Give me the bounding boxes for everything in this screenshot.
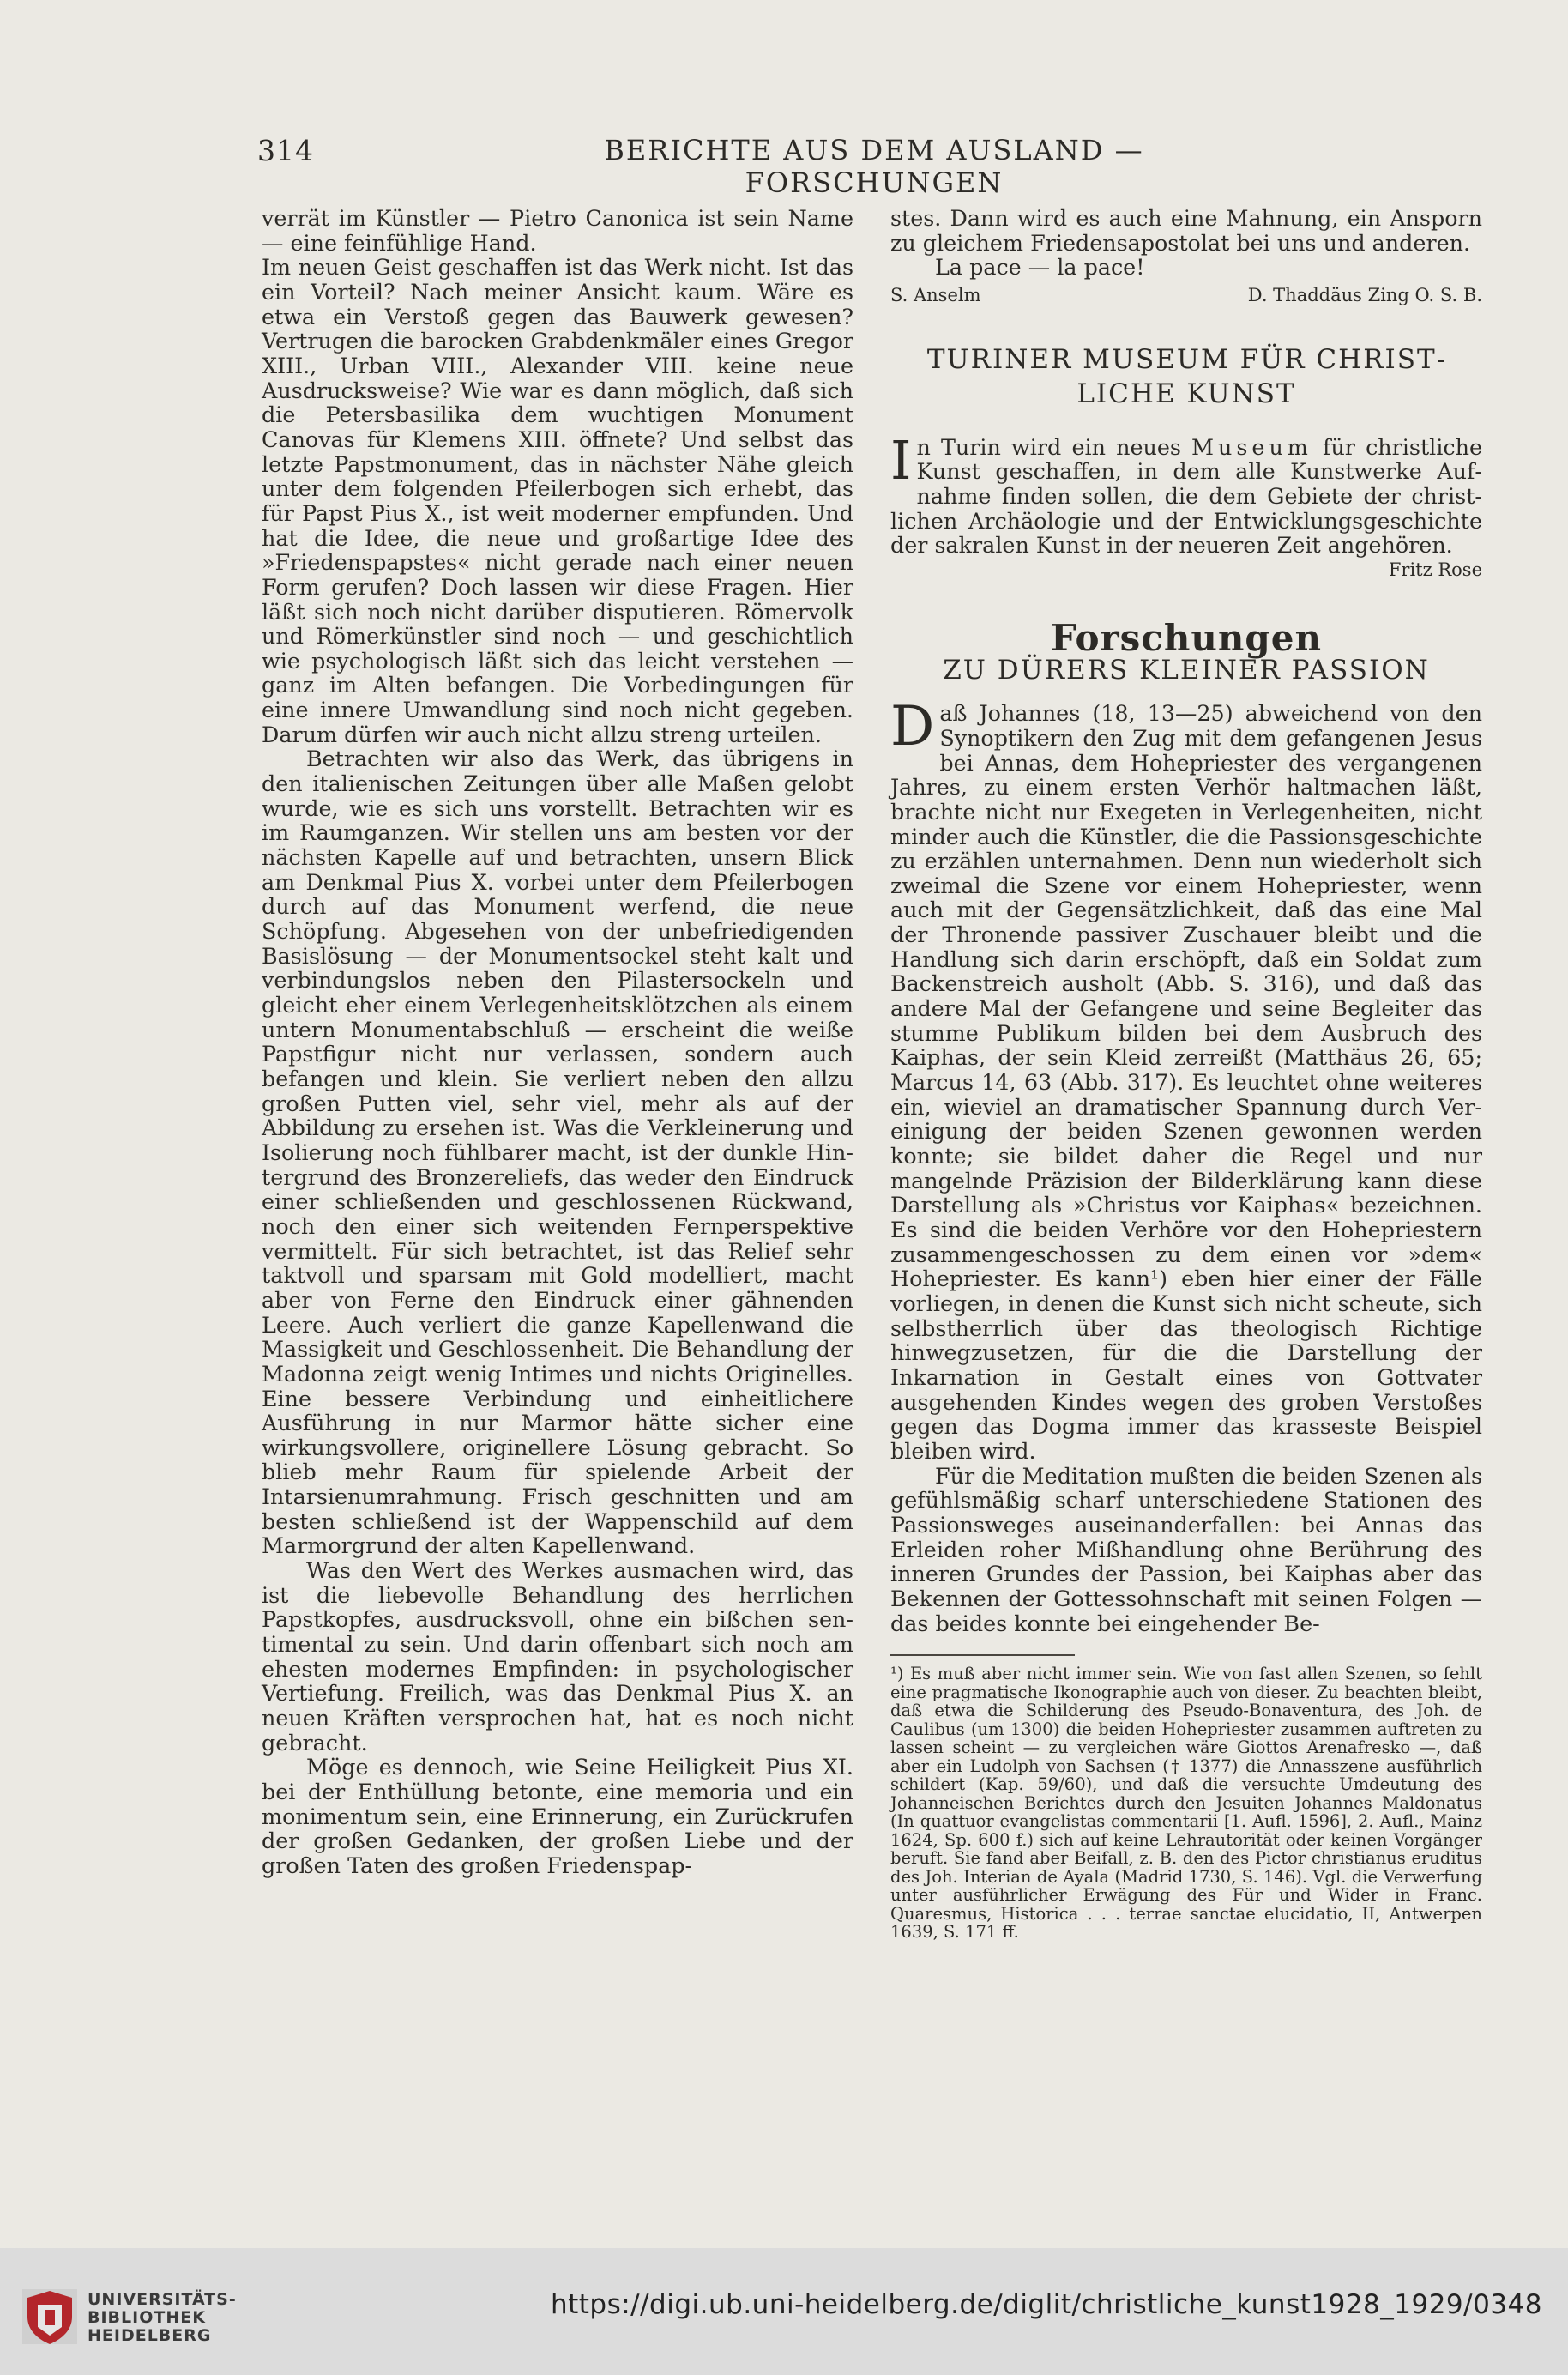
left-paragraph-2: Im neuen Geist geschaffen ist das Werk nicht. Ist das ein Vorteil? Nach meiner Ansicht kaum. Wäre es etwa ein Verstoß gegen das Bauwerk gewesen? Vertrugen die barocken Grabdenkmäler eines Gregor XIII., Urban VIII., Alexander VIII. keine neue Ausdrucksweise? Wie war es dann möglich, daß sich die Petersbasilika dem wuchtigen Monument Canovas für Klemens XIII. öffnete? Und selbst das letzte Papstmonument, das in nächster Nähe gleich unter dem folgenden Pfeilerbogen sich erhebt, das für Papst Pius X., ist weit moderner empfunden. Und hat die Idee, die neue und großartige Idee des »Friedenspapstes« nicht gerade nach einer neuen Form gerufen? Doch lassen wir diese Fragen. Hier läßt sich noch nicht darüber disputieren. Römervolk und Römerkünstler sind noch — und geschichtlich wie psychologisch läßt sich das leicht verstehen — ganz im Alten befangen. Die Vorbedingungen für eine innere Umwandlung sind noch nicht gegeben. Darum dürfen wir auch nicht allzu streng urteilen. [262, 254, 853, 747]
passion-text-1: aß Johannes (18, 13—25) abweichend von den Synoptikern den Zug mit dem gefangenen Jesus bei Annas, dem Hohepriester des vergangenen Jahres, zu einem ersten Verhör haltmachen läßt, brachte nicht nur Exegeten in Verlegenheiten, nicht minder auch die Künstler, die die Passionsgeschichte zu erzählen unternahmen. Denn nun wiederholt sich zweimal die Szene vor einem Hohepriester, wenn auch mit der Gegensätzlichkeit, daß das eine Mal der Thronende passiver Zuschauer bleibt und die Handlung sich darin erschöpft, daß ein Soldat zum Backenstreich ausholt (Abb. S. 316), und daß das andere Mal der Gefangene und seine Begleiter das stumme Publikum bilden bei dem Ausbruch des Kaiphas, der sein Kleid zerreißt (Matthäus 26, 65; Marcus 14, 63 (Abb. 317). Es leuchtet ohne weiteres ein, wieviel an dramatischer Spannung durch Vereinigung der beiden Szenen gewonnen werden konnte; sie bildet daher die Regel und nur mangelnde Präzision der Bilderklärung kann diese Darstellung als »Christus vor Kaiphas« bezeichnen. Es sind die beiden Verhöre vor den Hohepriestern zusammengeschossen zu dem einen vor »dem« Hohepriester. Es kann¹) eben hier einer der Fälle vorliegen, in denen die Kunst sich nicht scheute, sich selbstherrlich über das theologisch Richtige hinwegzusetzen, für die die Darstellung der Inkarnation in Gestalt eines von Gottvater ausgehenden Kindes wegen des groben Verstoßes gegen das Dogma immer das krasseste Beispiel bleiben wird. [890, 700, 1482, 1464]
university-seal-icon [19, 2286, 81, 2348]
museum-author: Fritz Rose [1388, 559, 1482, 580]
passion-paragraph-1 [890, 695, 1482, 1464]
museum-paragraph [890, 428, 1482, 559]
right-column [890, 206, 1482, 1942]
footnote-rule [890, 1654, 1075, 1656]
signature-name: D. Thaddäus Zing O. S. B. [1247, 284, 1482, 305]
logo-line-3: HEIDELBERG [87, 2326, 212, 2345]
left-column [262, 206, 853, 1878]
library-logo-text [87, 2291, 237, 2345]
page-header [257, 134, 1276, 199]
museum-spaced-word: Museum [1191, 433, 1312, 460]
subsection-title: ZU DÜRERS KLEINER PASSION [943, 654, 1430, 686]
library-footer [0, 2248, 1568, 2375]
passion-paragraph-2: Für die Meditation mußten die beiden Szenen als gefühlsmäßig scharf unterschiedene Stationen des Passionsweges auseinanderfallen: bei Annas das Erleiden roher Mißhandlung ohne Berührung des inneren Grundes der Passion, bei Kaiphas aber das Bekennen der Gottessohnschaft mit seinen Folgen — das beides konnte bei eingehender Be- [890, 1462, 1482, 1636]
logo-line-2: BIBLIOTHEK [87, 2308, 206, 2327]
section-title: Forschungen [1050, 616, 1323, 659]
museum-text-after: für christliche Kunst geschaffen, in dem alle Kunstwerke Aufnahme finden sollen, die dem Gebiete der christlichen Archäologie und der Entwicklungsgeschichte der sakralen Kunst in der neueren Zeit angehören. [890, 433, 1482, 559]
signature-place: S. Anselm [890, 284, 981, 305]
permalink-url[interactable]: https://digi.ub.uni-heidelberg.de/diglit/christliche_kunst1928_1929/0348 [550, 2289, 1542, 2320]
museum-heading: TURINER MUSEUM FÜR CHRISTLICHE KUNST [926, 343, 1446, 409]
left-paragraph-3: Betrachten wir also das Werk, das übrigens in den italienischen Zeitungen über alle Maßen gelobt wurde, wie es sich uns vorstellt. Betrachten wir es im Raumganzen. Wir stellen uns am besten vor der nächsten Kapelle auf und betrachten, unsern Blick am Denkmal Pius X. vorbei unter dem Pfeilerbogen durch auf das Monument werfend, die neue Schöpfung. Abgesehen von der unbefriedigenden Basislösung — der Monumentsockel steht kalt und verbindungslos neben den Pilastersockeln und gleicht eher einem Verlegenheitsklötzchen als einem untern Monumentabschluß — erscheint die weiße Papstfigur nicht nur verlassen, sondern auch befangen und klein. Sie verliert neben den allzu großen Putten viel, sehr viel, mehr als auf der Abbildung zu ersehen ist. Was die Verkleinerung und Isolierung noch fühlbarer macht, ist der dunkle Hintergrund des Bronzereliefs, das weder den Eindruck einer schließenden und geschlossenen Rückwand, noch den einer sich weitenden Fernperspektive vermittelt. Für sich betrachtet, ist das Relief sehr taktvoll und sparsam mit Gold modelliert, macht aber von Ferne den Eindruck einer gähnenden Leere. Auch verliert die ganze Kapellenwand die Massigkeit und Geschlossenheit. Die Behandlung der Madonna zeigt wenig Intimes und nichts Originelles. Eine bessere Verbindung und einheitlichere Ausführung in nur Marmor hätte sicher eine wirkungsvollere, originellere Lösung gebracht. So blieb mehr Raum für spielende Arbeit der Intarsienumrahmung. Frisch geschnitten und am besten schließend ist der Wappenschild auf dem Marmorgrund der alten Kapellenwand. [262, 746, 853, 1559]
museum-text-before: n Turin wird ein neues [916, 433, 1181, 460]
right-continuation: stes. Dann wird es auch eine Mahnung, ein Ansporn zu gleichem Friedensapostolat bei uns und anderen. [890, 205, 1482, 256]
running-title: BERICHTE AUS DEM AUSLAND — FORSCHUNGEN [604, 134, 1144, 199]
left-paragraph-1: verrät im Künstler — Pietro Canonica ist sein Name — eine feinfühlige Hand. [262, 205, 853, 256]
closing-line: La pace — la pace! [935, 254, 1145, 281]
passion-dropcap: D [890, 695, 935, 759]
page-number: 314 [257, 134, 314, 167]
left-paragraph-4: Was den Wert des Werkes ausmachen wird, das ist die liebevolle Behandlung des herrlichen Papstkopfes, ausdrucksvoll, ohne ein bißchen sentimental zu sein. Und darin offenbart sich noch am ehesten modernes Empfinden: in psychologischer Vertiefung. Freilich, was das Denkmal Pius X. an neuen Kräften versprochen hat, hat es noch nicht gebracht. [262, 1557, 853, 1756]
footnote: ¹) Es muß aber nicht immer sein. Wie von fast allen Szenen, so fehlt eine pragmatische Ikonographie auch von dieser. Zu beachten bleibt, daß etwa die Schilderung des Pseudo-Bonaventura, des Joh. de Caulibus (um 1300) die beiden Hohepriester zusammen auftreten zu lassen scheint — zu vergleichen wäre Giottos Arenafresko —, daß aber ein Ludolph von Sachsen († 1377) die Annasszene ausführlich schildert (Kap. 59/60), und daß die versuchte Umdeutung des Johanneischen Berichtes durch den Jesuiten Johannes Maldonatus (In quattuor evangelistas commentarii [1. Aufl. 1596], 2. Aufl., Mainz 1624, Sp. 600 f.) sich auf keine Lehrautorität oder keinen Vorgänger beruft. Sie fand aber Beifall, z. B. den des Pictor christianus eruditus des Joh. Interian de Ayala (Madrid 1730, S. 146). Vgl. die Verwerfung unter ausführlicher Erwägung des Für und Wider in Franc. Quaresmus, Historica . . . terrae sanctae elucidatio, II, Antwerpen 1639, S. 171 ff. [890, 1664, 1482, 1943]
logo-line-1: UNIVERSITÄTS- [87, 2290, 237, 2309]
museum-dropcap: I [890, 428, 912, 492]
left-paragraph-5: Möge es dennoch, wie Seine Heiligkeit Pius XI. bei der Enthüllung betonte, eine memoria und ein monimentum sein, eine Erinnerung, ein Zurückrufen der großen Gedanken, der großen Liebe und der großen Taten des großen Friedenspap- [262, 1754, 853, 1878]
signature-line [890, 283, 1482, 308]
